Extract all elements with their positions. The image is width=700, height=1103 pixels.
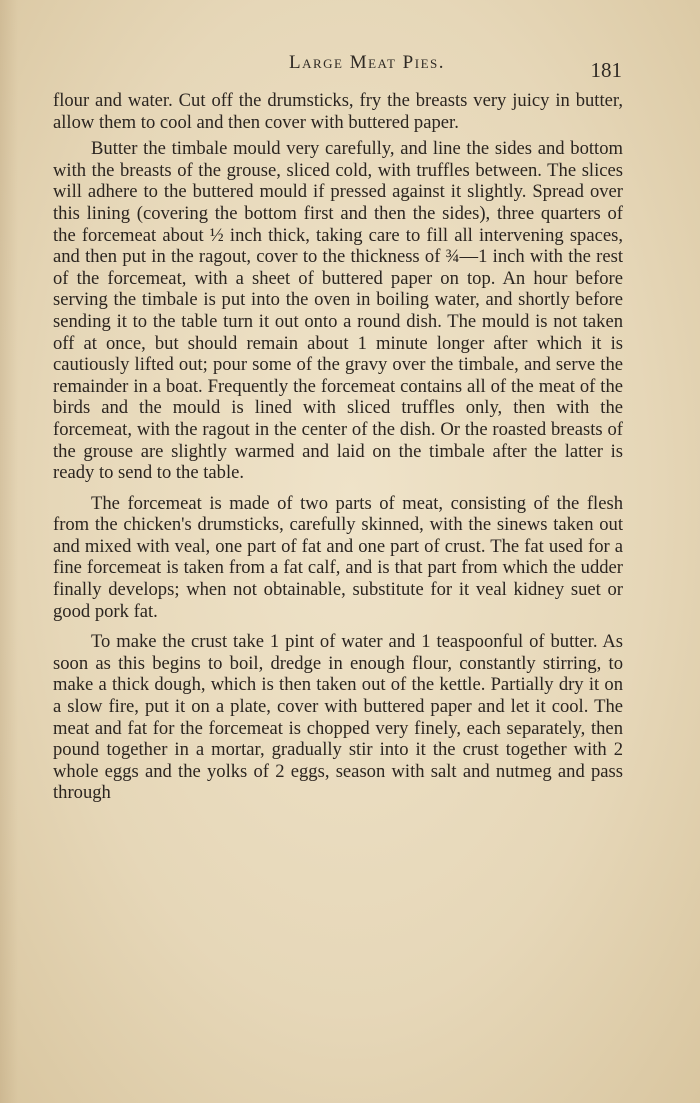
body-text: [53, 90, 623, 804]
running-head: Large Meat Pies.: [288, 52, 446, 73]
page-header: [52, 48, 622, 88]
paragraph-forcemeat: The forcemeat is made of two parts of meat, consisting of the flesh from the chicken's drumsticks, carefully skinned, with the sinews taken out and mixed with veal, one part of fat and one part of crust. The fat used for a fine forcemeat is taken from a fat calf, and is that part from which the udder finally develops; when not obtainable, substitute for it veal kidney suet or good pork fat.: [53, 492, 623, 622]
paragraph-timbale-mould: Butter the timbale mould very carefully, and line the sides and bottom with the breasts of the grouse, sliced cold, with truffles between. The slices will adhere to the buttered mould if pressed against it slightly. Spread over this lining (covering the bottom first and then the sides), three quarters of the forcemeat about ½ inch thick, taking care to fill all intervening spaces, and then put in the ragout, cover to the thickness of ¾—1 inch with the rest of the forcemeat, with a sheet of buttered paper on top. An hour before serving the timbale is put into the oven in boiling water, and shortly before sending it to the table turn it out onto a round dish. The mould is not taken off at once, but should remain about 1 minute longer after which it is cautiously lifted out; pour some of the gravy over the timbale, and serve the remainder in a boat. Frequently the forcemeat contains all of the meat of the birds and the mould is lined with sliced truffles only, then with the forcemeat, with the ragout in the center of the dish. Or the roasted breasts of the grouse are slightly warmed and laid on the timbale after the latter is ready to send to the table.: [53, 138, 623, 484]
paragraph-crust: To make the crust take 1 pint of water and 1 teaspoonful of butter. As soon as this begins to boil, dredge in enough flour, constantly stirring, to make a thick dough, which is then taken out of the kettle. Partially dry it on a slow fire, put it on a plate, cover with buttered paper and let it cool. The meat and fat for the forcemeat is chopped very finely, each separately, then pound together in a mortar, gradually stir into it the crust together with 2 whole eggs and the yolks of 2 eggs, season with salt and nutmeg and pass through: [53, 631, 623, 804]
page-edge-shadow: [0, 0, 18, 1103]
page-number: 181: [590, 58, 622, 82]
paragraph-continued: flour and water. Cut off the drumsticks, fry the breasts very juicy in butter, allow them to cool and then cover with buttered paper.: [53, 90, 623, 133]
